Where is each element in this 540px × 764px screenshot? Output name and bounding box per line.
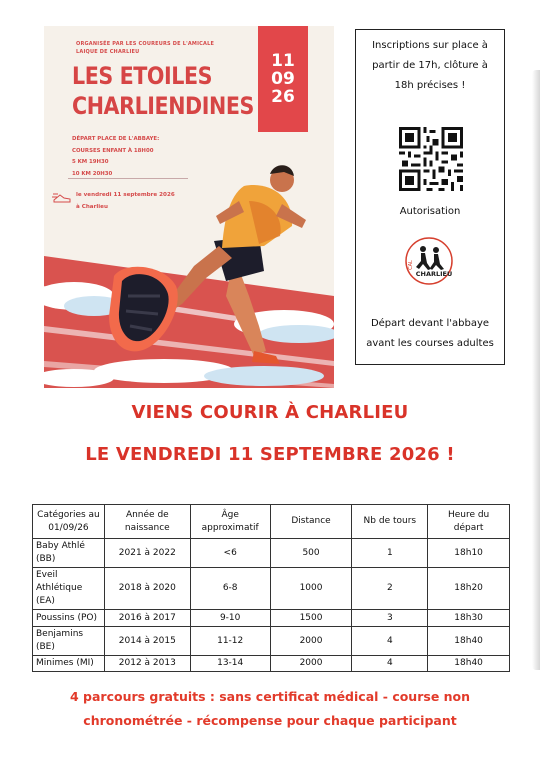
category-cell: Minimes (MI) — [33, 656, 105, 672]
start-time-cell: 18h30 — [428, 610, 510, 627]
birth-year-cell: 2018 à 2020 — [104, 568, 190, 610]
category-cell: Baby Athlé (BB) — [33, 539, 105, 568]
qr-code-icon[interactable] — [399, 127, 463, 191]
page-edge-shadow — [532, 70, 540, 670]
column-header: Distance — [270, 505, 352, 539]
divider — [68, 178, 188, 179]
distance-cell: 1500 — [270, 610, 352, 627]
birth-year-cell: 2012 à 2013 — [104, 656, 190, 672]
birth-year-cell: 2014 à 2015 — [104, 627, 190, 656]
start-time-cell: 18h10 — [428, 539, 510, 568]
start-time-cell: 18h40 — [428, 656, 510, 672]
info-line: COURSES ENFANT À 18H00 — [72, 147, 154, 154]
column-header: Âge approximatif — [190, 505, 270, 539]
birth-year-cell: 2021 à 2022 — [104, 539, 190, 568]
distance-cell: 2000 — [270, 627, 352, 656]
laps-cell: 2 — [352, 568, 428, 610]
age-cell: 9-10 — [190, 610, 270, 627]
start-time-cell: 18h20 — [428, 568, 510, 610]
registration-box — [355, 29, 505, 365]
logo-side-text: CAL — [408, 260, 414, 270]
start-time-cell: 18h40 — [428, 627, 510, 656]
info-line: DÉPART PLACE DE L'ABBAYE: — [72, 136, 160, 142]
sneaker-icon — [52, 190, 72, 206]
registration-line: partir de 17h, clôture à — [372, 60, 488, 71]
event-poster — [44, 26, 334, 388]
club-logo — [403, 235, 455, 287]
distance-cell: 1000 — [270, 568, 352, 610]
table-row — [33, 627, 510, 656]
column-header: Nb de tours — [352, 505, 428, 539]
race-schedule-table — [32, 504, 510, 672]
table-row — [33, 656, 510, 672]
info-line: 5 KM 19H30 — [72, 159, 109, 165]
start-location-text — [356, 314, 504, 354]
table-header-row — [33, 505, 510, 539]
when-line: à Charlieu — [76, 204, 108, 210]
date-badge — [258, 26, 308, 132]
table-row — [33, 539, 510, 568]
footer-line1: 4 parcours gratuits : sans certificat médical - course non — [69, 689, 471, 704]
laps-cell: 4 — [352, 627, 428, 656]
table-row — [33, 610, 510, 627]
logo-text: CHARLIEU — [415, 270, 453, 278]
organizer-text: ORGANISÉE PAR LES COUREURS DE L'AMICALE LAIQUE DE CHARLIEU — [76, 41, 215, 55]
poster-when — [76, 189, 236, 213]
date-year: 26 — [271, 87, 295, 107]
headline-line1: VIENS COURIR À CHARLIEU — [131, 402, 409, 423]
laps-cell: 4 — [352, 656, 428, 672]
registration-line: Inscriptions sur place à — [372, 40, 488, 51]
info-line: 10 KM 20H30 — [72, 170, 113, 177]
headline-line2: LE VENDREDI 11 SEPTEMBRE 2026 ! — [85, 444, 455, 465]
registration-text — [356, 36, 504, 96]
category-cell: Poussins (PO) — [33, 610, 105, 627]
category-cell: Benjamins (BE) — [33, 627, 105, 656]
runner-illustration — [44, 146, 334, 388]
start-line: Départ devant l'abbaye — [370, 318, 490, 329]
date-month: 09 — [271, 69, 295, 89]
age-cell: 11-12 — [190, 627, 270, 656]
poster-title-line1: LES ETOILES — [72, 62, 213, 90]
category-cell: Eveil Athlétique (EA) — [33, 568, 105, 610]
column-header: Année de naissance — [104, 505, 190, 539]
laps-cell: 1 — [352, 539, 428, 568]
laps-cell: 3 — [352, 610, 428, 627]
footer-line2: chronométrée - récompense pour chaque participant — [83, 713, 457, 728]
age-cell: <6 — [190, 539, 270, 568]
start-line: avant les courses adultes — [366, 338, 494, 349]
distance-cell: 2000 — [270, 656, 352, 672]
column-header: Heure du départ — [428, 505, 510, 539]
column-header: Catégories au 01/09/26 — [33, 505, 105, 539]
registration-line: 18h précises ! — [394, 80, 466, 91]
age-cell: 13-14 — [190, 656, 270, 672]
age-cell: 6-8 — [190, 568, 270, 610]
poster-title-line2: CHARLIENDINES — [72, 92, 254, 120]
authorization-label: Autorisation — [399, 206, 461, 217]
table-row — [33, 568, 510, 610]
date-day: 11 — [271, 51, 295, 71]
birth-year-cell: 2016 à 2017 — [104, 610, 190, 627]
when-line: le vendredi 11 septembre 2026 — [76, 192, 175, 198]
poster-info — [72, 134, 212, 180]
distance-cell: 500 — [270, 539, 352, 568]
